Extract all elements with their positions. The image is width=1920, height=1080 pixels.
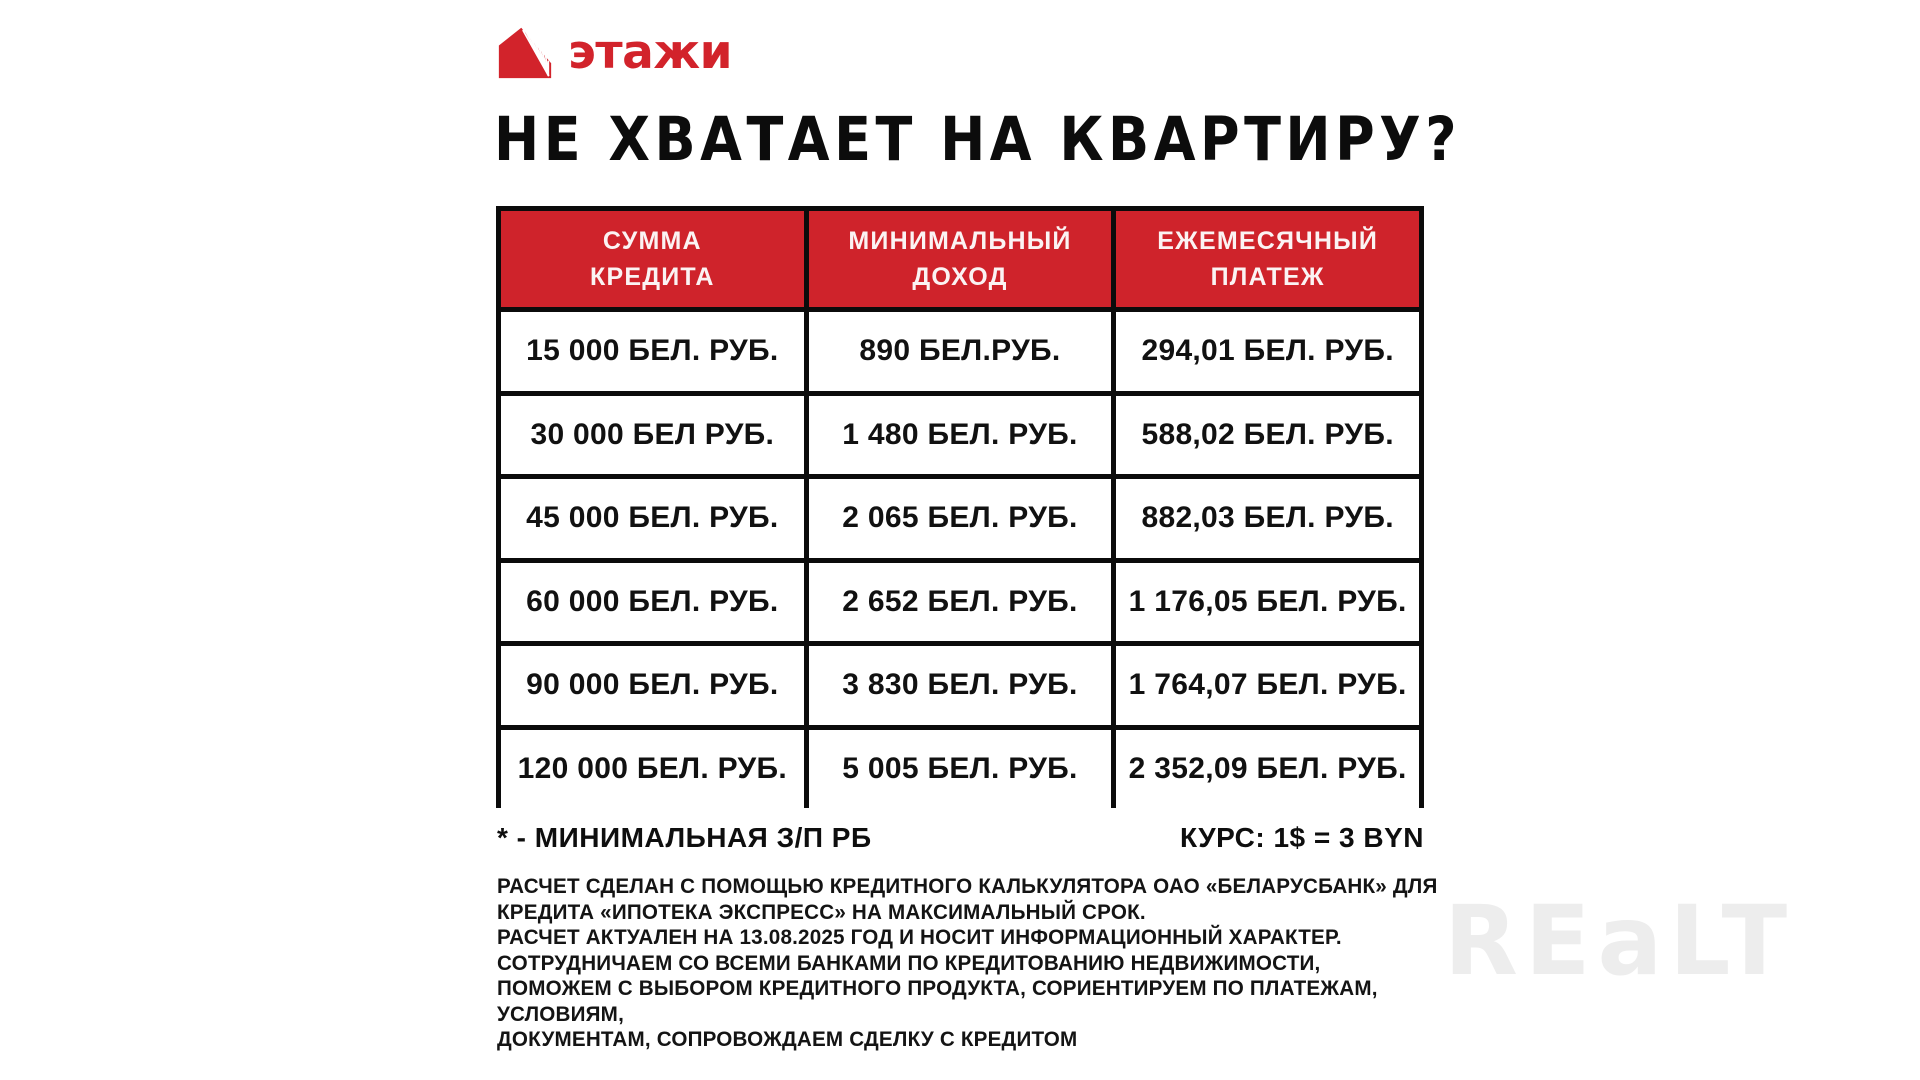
table-cell: 2 065 БЕЛ. РУБ. <box>809 479 1112 558</box>
etazhi-logo-text: этажи <box>568 24 733 80</box>
table-cell: 15 000 БЕЛ. РУБ. <box>501 312 804 391</box>
disclaimer-text <box>497 874 1438 1053</box>
disclaimer-line: КРЕДИТА «ИПОТЕКА ЭКСПРЕСС» НА МАКСИМАЛЬНЫЙ СРОК. <box>497 899 1146 924</box>
table-cell: 2 652 БЕЛ. РУБ. <box>809 563 1112 642</box>
etazhi-logo <box>497 24 732 80</box>
disclaimer-line: ПОМОЖЕМ С ВЫБОРОМ КРЕДИТНОГО ПРОДУКТА, СОРИЕНТИРУЕМ ПО ПЛАТЕЖАМ, <box>497 976 1378 1000</box>
col-header-loan-amount <box>501 211 804 307</box>
disclaimer-line: ДОКУМЕНТАМ, СОПРОВОЖДАЕМ СДЕЛКУ С КРЕДИТОМ <box>497 1027 1078 1051</box>
credit-table <box>496 206 1424 808</box>
table-cell: 588,02 БЕЛ. РУБ. <box>1116 396 1419 475</box>
col-header-line: ДОХОД <box>912 263 1008 291</box>
table-cell: 2 352,09 БЕЛ. РУБ. <box>1116 730 1419 809</box>
realt-watermark: REaLT <box>1444 885 1795 997</box>
disclaimer-line: РАСЧЕТ АКТУАЛЕН НА 13.08.2025 ГОД И НОСИТ ИНФОРМАЦИОННЫЙ ХАРАКТЕР. <box>497 925 1342 949</box>
footnote-min-salary: * - МИНИМАЛЬНАЯ З/П РБ <box>497 822 872 853</box>
col-header-monthly-payment <box>1116 211 1419 307</box>
col-header-line: КРЕДИТА <box>590 263 715 291</box>
table-cell: 45 000 БЕЛ. РУБ. <box>501 479 804 558</box>
disclaimer-line: РАСЧЕТ СДЕЛАН С ПОМОЩЬЮ КРЕДИТНОГО КАЛЬКУЛЯТОРА ОАО «БЕЛАРУСБАНК» ДЛЯ <box>497 874 1438 898</box>
table-cell: 1 764,07 БЕЛ. РУБ. <box>1116 646 1419 725</box>
col-header-min-income <box>809 211 1112 307</box>
footnote-exchange-rate: КУРС: 1$ = 3 BYN <box>1179 822 1424 853</box>
table-cell: 1 480 БЕЛ. РУБ. <box>809 396 1112 475</box>
poster-title: НЕ ХВАТАЕТ НА КВАРТИРУ? <box>494 103 1462 175</box>
col-header-line: МИНИМАЛЬНЫЙ <box>848 226 1072 255</box>
col-header-line: ЕЖЕМЕСЯЧНЫЙ <box>1157 226 1379 255</box>
table-cell: 882,03 БЕЛ. РУБ. <box>1116 479 1419 558</box>
table-cell: 5 005 БЕЛ. РУБ. <box>809 730 1112 809</box>
footnote-row <box>497 822 1424 854</box>
disclaimer-line: СОТРУДНИЧАЕМ СО ВСЕМИ БАНКАМИ ПО КРЕДИТОВАНИЮ НЕДВИЖИМОСТИ, <box>497 950 1321 975</box>
table-cell: 60 000 БЕЛ. РУБ. <box>501 563 804 642</box>
etazhi-house-icon <box>497 24 553 80</box>
table-cell: 30 000 БЕЛ РУБ. <box>501 396 804 475</box>
table-cell: 890 БЕЛ.РУБ. <box>809 312 1112 391</box>
col-header-line: ПЛАТЕЖ <box>1210 263 1325 291</box>
table-cell: 1 176,05 БЕЛ. РУБ. <box>1116 563 1419 642</box>
table-cell: 294,01 БЕЛ. РУБ. <box>1116 312 1419 391</box>
col-header-line: СУММА <box>602 226 702 255</box>
table-cell: 90 000 БЕЛ. РУБ. <box>501 646 804 725</box>
disclaimer-line: УСЛОВИЯМ, <box>497 1001 625 1026</box>
table-cell: 120 000 БЕЛ. РУБ. <box>501 730 804 809</box>
table-cell: 3 830 БЕЛ. РУБ. <box>809 646 1112 725</box>
